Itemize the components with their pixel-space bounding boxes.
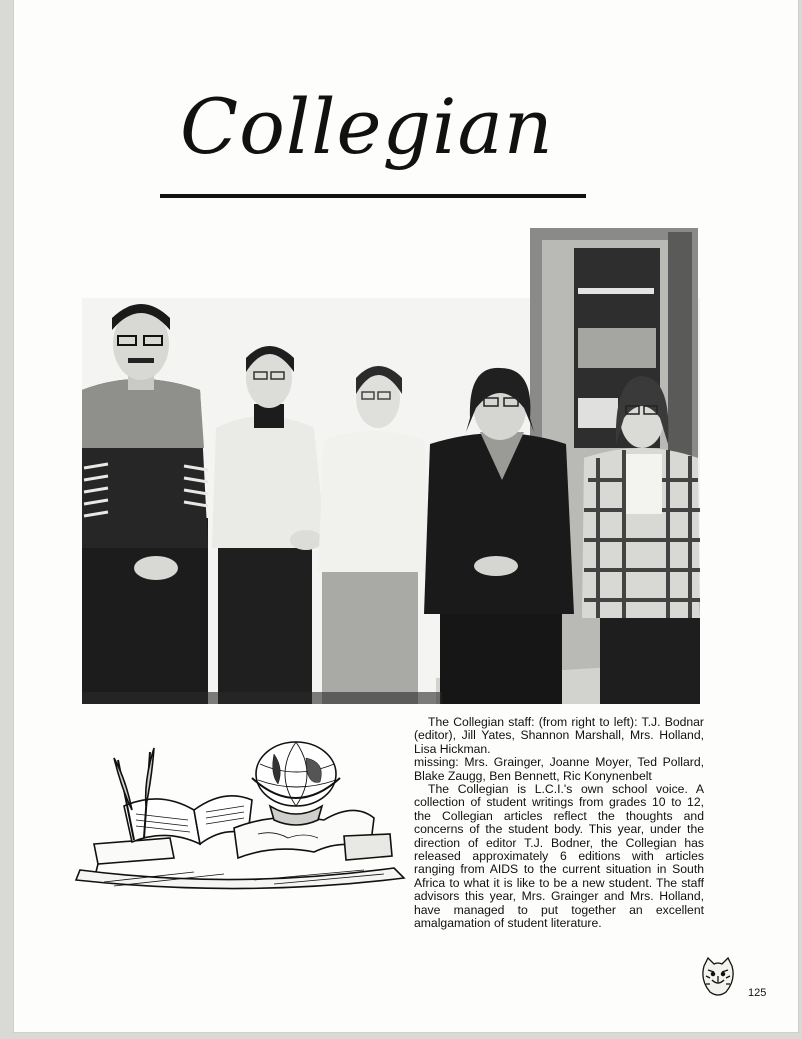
books-globe-clipart [74, 740, 410, 892]
staff-list: The Collegian staff: (from right to left): T.J. Bodnar (editor), Jill Yates, Shannon Marshall, Mrs. Holland, Lisa Hickman. [414, 715, 704, 756]
caption-block [414, 716, 704, 931]
page-title: Collegian [180, 82, 554, 171]
article-body: The Collegian is L.C.I.'s own school voice. A collection of student writings from grades 10 to 12, the Collegian articles reflect the thoughts and concerns of the student body. This year, under the direction of editor T.J. Bodner, the Collegian has released approximately 6 editions with articles ranging from AIDS to the current situation in South Africa to what it is like to be a new student. The staff advisors this year, Mrs. Grainger and Mrs. Holland, have managed to put together an excellent amalgamation of student literature. [414, 782, 704, 931]
page-number: 125 [748, 987, 767, 999]
tiger-mascot-icon [700, 956, 736, 998]
title-underline [160, 194, 586, 198]
missing-list: missing: Mrs. Grainger, Joanne Moyer, Ted Pollard, Blake Zaugg, Ben Bennett, Ric Konynenbelt [414, 755, 704, 783]
yearbook-page [14, 0, 798, 1032]
staff-group-photo [68, 218, 700, 704]
